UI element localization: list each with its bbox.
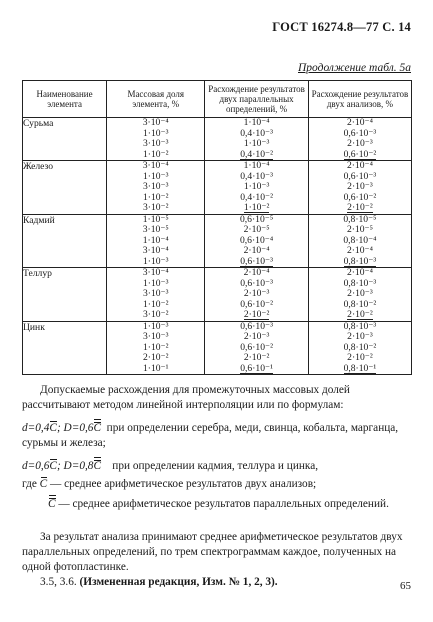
- mass-value: 1·10⁻²: [142, 191, 169, 203]
- parallel-value: 2·10⁻²: [243, 352, 270, 363]
- analyses-value: 2·10⁻²: [347, 202, 373, 213]
- mass-value: 1·10⁻¹: [142, 362, 169, 374]
- analyses-value: 0,8·10⁻⁴: [343, 234, 377, 246]
- analyses-value: 0,8·10⁻²: [343, 298, 377, 310]
- parallel-values: [205, 268, 309, 322]
- analyses-value: 2·10⁻²: [347, 309, 373, 320]
- analyses-value: 2·10⁻³: [347, 181, 373, 192]
- parallel-value: 1·10⁻³: [243, 138, 270, 149]
- analyses-values: [308, 268, 411, 322]
- analyses-value: 2·10⁻²: [347, 352, 373, 363]
- mass-value: 3·10⁻²: [142, 309, 169, 320]
- parallel-value: 0,6·10⁻⁴: [239, 234, 274, 246]
- analyses-value: 2·10⁻³: [347, 331, 373, 342]
- parallel-value: 2·10⁻⁴: [243, 245, 270, 256]
- element-name: Железо: [23, 161, 107, 215]
- precision-table: [22, 80, 412, 375]
- formula-line-1: d=0,4C; D=0,6C при определении серебра, меди, свинца, кобальта, марганца, сурьмы и железа;: [22, 422, 399, 449]
- table-row: [23, 268, 412, 322]
- paragraph-interpolation: Допускаемые расхождения для промежуточных массовых долей рассчитывают методом линейной интерполяции или по формулам:: [22, 384, 350, 411]
- element-name: Теллур: [23, 268, 107, 322]
- parallel-value: 0,6·10⁻⁵: [239, 213, 274, 225]
- mass-values: [107, 161, 205, 215]
- mass-values: [107, 118, 205, 161]
- parallel-value: 0,6·10⁻³: [240, 255, 273, 267]
- parallel-value: 2·10⁻⁴: [243, 267, 270, 278]
- page-header: ГОСТ 16274.8—77 С. 14: [272, 20, 411, 34]
- parallel-value: 0,6·10⁻³: [240, 320, 273, 332]
- mass-value: 1·10⁻³: [142, 255, 169, 267]
- mass-value: 3·10⁻³: [142, 331, 169, 342]
- mass-values: [107, 268, 205, 322]
- analyses-value: 2·10⁻⁵: [346, 224, 373, 235]
- mass-value: 3·10⁻³: [142, 288, 169, 299]
- mass-value: 3·10⁻³: [142, 181, 169, 192]
- table-row: [23, 161, 412, 215]
- mass-value: 3·10⁻³: [142, 138, 169, 149]
- mass-value: 3·10⁻⁵: [142, 224, 169, 235]
- mass-value: 3·10⁻²: [142, 202, 169, 213]
- column-header-element: Наименование элемента: [23, 81, 107, 118]
- analyses-value: 0,8·10⁻³: [343, 277, 377, 289]
- column-header-analyses: Расхождение результатов двух анализов, %: [308, 81, 411, 118]
- parallel-value: 0,4·10⁻²: [240, 191, 273, 203]
- element-name: Кадмий: [23, 214, 107, 268]
- analyses-value: 0,6·10⁻²: [343, 191, 377, 203]
- formula-line-2: d=0,6C; D=0,8C при определении кадмия, теллура и цинка,: [22, 460, 319, 472]
- table-row: [23, 118, 412, 161]
- parallel-value: 1·10⁻⁴: [243, 117, 270, 128]
- mass-value: 1·10⁻³: [142, 320, 169, 332]
- paragraph-change-note: 3.5, 3.6. (Измененная редакция, Изм. № 1, 2, 3).: [40, 576, 278, 588]
- mass-value: 3·10⁻⁴: [142, 117, 169, 128]
- analyses-value: 2·10⁻³: [347, 138, 373, 149]
- analyses-value: 2·10⁻³: [347, 288, 373, 299]
- definition-c-double-bar: C — среднее арифметическое результатов параллельных определений.: [48, 498, 389, 510]
- element-name: Сурьма: [23, 118, 107, 161]
- mass-value: 1·10⁻³: [142, 127, 169, 139]
- parallel-value: 0,6·10⁻³: [240, 277, 273, 289]
- parallel-value: 0,6·10⁻²: [240, 341, 273, 353]
- mass-value: 1·10⁻⁴: [142, 234, 169, 246]
- parallel-value: 2·10⁻³: [243, 288, 270, 299]
- mass-value: 3·10⁻⁴: [142, 267, 169, 278]
- analyses-value: 2·10⁻⁴: [346, 160, 373, 171]
- analyses-value: 2·10⁻⁴: [346, 267, 373, 278]
- definition-c-bar: где C — среднее арифметическое результатов двух анализов;: [22, 478, 317, 490]
- mass-value: 1·10⁻²: [142, 298, 169, 310]
- paragraph-result: За результат анализа принимают среднее арифметическое результатов двух параллельных определений, по трем спектрограммам каждое, полученных на одной фотопластинке.: [22, 531, 403, 573]
- mass-value: 1·10⁻²: [142, 341, 169, 353]
- continuation-text: Продолжение табл. 5а: [298, 62, 411, 74]
- table-row: [23, 214, 412, 268]
- analyses-value: 0,6·10⁻³: [343, 127, 377, 139]
- analyses-value: 0,6·10⁻²: [343, 148, 377, 160]
- parallel-values: [205, 118, 309, 161]
- analyses-values: [308, 321, 411, 375]
- parallel-value: 0,6·10⁻¹: [240, 362, 273, 374]
- table-row: [23, 321, 412, 375]
- parallel-value: 0,6·10⁻²: [240, 298, 273, 310]
- analyses-value: 0,6·10⁻³: [343, 170, 377, 182]
- parallel-value: 0,4·10⁻³: [240, 127, 273, 139]
- mass-value: 1·10⁻²: [142, 148, 169, 160]
- parallel-values: [205, 214, 309, 268]
- analyses-value: 0,8·10⁻⁵: [343, 213, 377, 225]
- element-name: Цинк: [23, 321, 107, 375]
- parallel-value: 2·10⁻⁵: [243, 224, 270, 235]
- parallel-value: 1·10⁻⁴: [243, 160, 270, 171]
- page-number: 65: [400, 580, 411, 592]
- parallel-values: [205, 161, 309, 215]
- analyses-values: [308, 214, 411, 268]
- parallel-value: 2·10⁻³: [243, 331, 270, 342]
- parallel-value: 0,4·10⁻³: [240, 170, 273, 182]
- analyses-values: [308, 161, 411, 215]
- mass-value: 1·10⁻³: [142, 170, 169, 182]
- mass-value: 1·10⁻³: [142, 277, 169, 289]
- analyses-value: 2·10⁻⁴: [346, 117, 373, 128]
- column-header-parallel: Расхождение результатов двух параллельных определений, %: [205, 81, 309, 118]
- parallel-values: [205, 321, 309, 375]
- analyses-values: [308, 118, 411, 161]
- parallel-value: 1·10⁻²: [243, 202, 270, 213]
- parallel-value: 0,4·10⁻²: [240, 148, 273, 160]
- mass-value: 2·10⁻²: [142, 352, 169, 363]
- analyses-value: 2·10⁻⁴: [346, 245, 373, 256]
- mass-value: 3·10⁻⁴: [142, 245, 169, 256]
- analyses-value: 0,8·10⁻²: [343, 341, 377, 353]
- analyses-value: 0,8·10⁻³: [343, 255, 377, 267]
- analyses-value: 0,8·10⁻³: [343, 320, 377, 332]
- analyses-value: 0,8·10⁻¹: [343, 362, 377, 374]
- mass-values: [107, 321, 205, 375]
- parallel-value: 2·10⁻²: [243, 309, 270, 320]
- table-continuation-label: [298, 62, 411, 74]
- mass-value: 1·10⁻⁵: [142, 213, 169, 225]
- mass-value: 3·10⁻⁴: [142, 160, 169, 171]
- parallel-value: 1·10⁻³: [243, 181, 270, 192]
- column-header-mass: Массовая доля элемента, %: [107, 81, 205, 118]
- mass-values: [107, 214, 205, 268]
